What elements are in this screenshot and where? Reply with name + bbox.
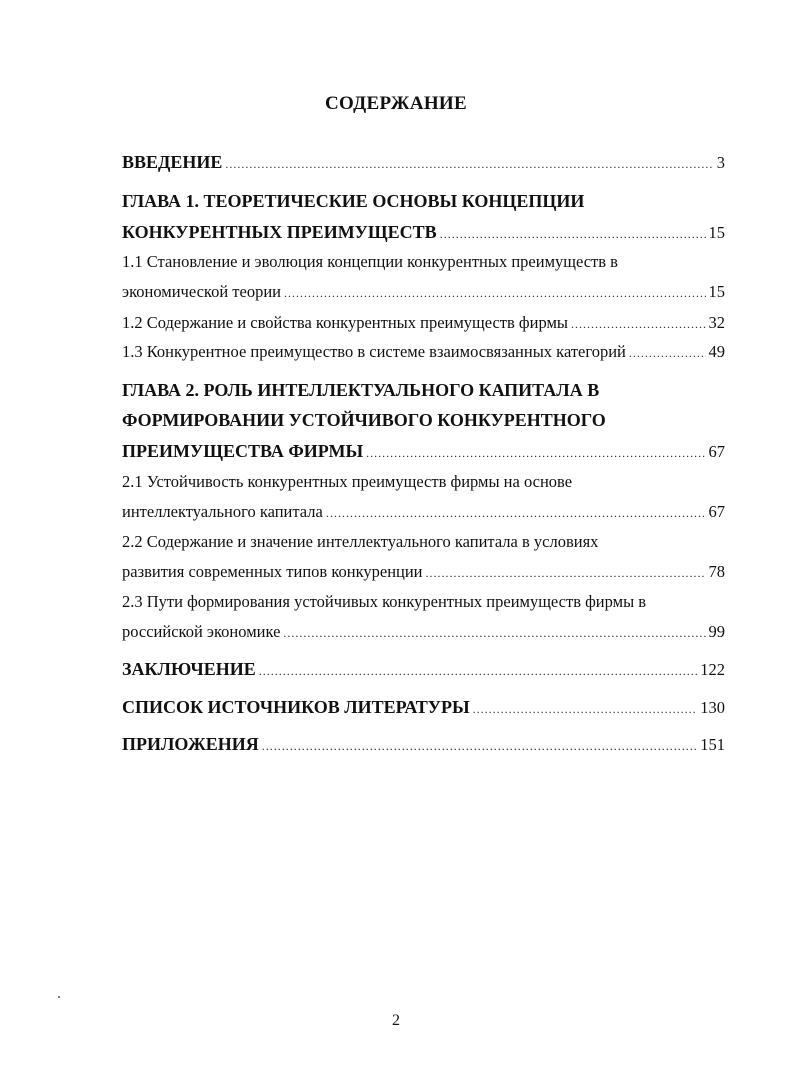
leader-dots (426, 566, 706, 581)
toc-entry-chapter-1[interactable] (122, 222, 725, 248)
toc-entry-1-3[interactable] (122, 342, 725, 368)
toc-entry-2-3-line-1[interactable] (122, 592, 725, 618)
toc-entry-text: 1.1 Становление и эволюция концепции конкурентных преимуществ в (122, 252, 618, 271)
toc-entry-chapter-2-line-1[interactable] (122, 380, 725, 406)
toc-entry-page: 122 (700, 660, 725, 679)
leader-dots (629, 346, 706, 361)
toc-entry-text: 1.2 Содержание и свойства конкурентных преимуществ фирмы (122, 313, 568, 332)
toc-entry-1-1[interactable] (122, 282, 725, 308)
leader-dots (440, 227, 706, 242)
toc-entry-page: 3 (716, 153, 725, 172)
toc-entry-text: ПРЕИМУЩЕСТВА ФИРМЫ (122, 441, 364, 461)
scan-speck (58, 996, 60, 998)
toc-entry-text: экономической теории (122, 282, 281, 301)
toc-entry-appendices[interactable] (122, 734, 725, 760)
toc-entry-page: 99 (708, 622, 725, 641)
toc-entry-page: 78 (708, 562, 725, 581)
leader-dots (284, 286, 706, 301)
leader-dots (571, 317, 706, 332)
toc-entry-text: 1.3 Конкурентное преимущество в системе взаимосвязанных категорий (122, 342, 626, 361)
toc-entry-page: 32 (708, 313, 725, 332)
toc-entry-text: интеллектуального капитала (122, 502, 323, 521)
toc-entry-page: 15 (708, 223, 725, 242)
toc-entry-chapter-2-line-2[interactable] (122, 410, 725, 436)
toc-entry-page: 49 (708, 342, 725, 361)
leader-dots (225, 157, 713, 172)
toc-entry-page: 67 (708, 502, 725, 521)
toc-entry-text: российской экономике (122, 622, 281, 641)
toc-entry-2-2[interactable] (122, 562, 725, 588)
toc-entry-2-1-line-1[interactable] (122, 472, 725, 498)
toc-entry-text: ПРИЛОЖЕНИЯ (122, 734, 259, 754)
toc-entry-text: 2.1 Устойчивость конкурентных преимуществ фирмы на основе (122, 472, 573, 491)
page-number: 2 (392, 1012, 400, 1029)
toc-entry-text: ВВЕДЕНИЕ (122, 152, 223, 172)
toc-entry-text: 2.3 Пути формирования устойчивых конкурентных преимуществ фирмы в (122, 592, 647, 611)
toc-entry-2-1[interactable] (122, 502, 725, 528)
leader-dots (326, 506, 706, 521)
toc-entry-text: ГЛАВА 2. РОЛЬ ИНТЕЛЛЕКТУАЛЬНОГО КАПИТАЛА В (122, 380, 600, 400)
page-title: СОДЕРЖАНИЕ (325, 93, 467, 114)
toc-entry-text: ФОРМИРОВАНИИ УСТОЙЧИВОГО КОНКУРЕНТНОГО (122, 410, 606, 430)
leader-dots (473, 702, 698, 717)
toc-entry-chapter-1-line-1[interactable] (122, 191, 725, 217)
toc-entry-1-1-line-1[interactable] (122, 252, 725, 278)
toc-entry-text: КОНКУРЕНТНЫХ ПРЕИМУЩЕСТВ (122, 222, 437, 242)
toc-entry-text: 2.2 Содержание и значение интеллектуального капитала в условиях (122, 532, 599, 551)
leader-dots (366, 446, 705, 461)
toc-entry-2-3[interactable] (122, 622, 725, 648)
leader-dots (283, 626, 705, 641)
toc-entry-text: развития современных типов конкуренции (122, 562, 423, 581)
toc-entry-text: СПИСОК ИСТОЧНИКОВ ЛИТЕРАТУРЫ (122, 697, 470, 717)
toc-entry-introduction[interactable] (122, 152, 725, 178)
toc-entry-conclusion[interactable] (122, 659, 725, 685)
toc-entry-page: 151 (700, 735, 725, 754)
toc-entry-text: ГЛАВА 1. ТЕОРЕТИЧЕСКИЕ ОСНОВЫ КОНЦЕПЦИИ (122, 191, 585, 211)
toc-entry-references[interactable] (122, 697, 725, 723)
leader-dots (259, 664, 697, 679)
toc-entry-text: ЗАКЛЮЧЕНИЕ (122, 659, 256, 679)
toc-entry-page: 15 (708, 282, 725, 301)
toc-entry-1-2[interactable] (122, 313, 725, 339)
leader-dots (262, 739, 697, 754)
toc-entry-page: 130 (700, 698, 725, 717)
toc-entry-chapter-2[interactable] (122, 441, 725, 467)
toc-entry-page: 67 (708, 442, 725, 461)
toc-entry-2-2-line-1[interactable] (122, 532, 725, 558)
